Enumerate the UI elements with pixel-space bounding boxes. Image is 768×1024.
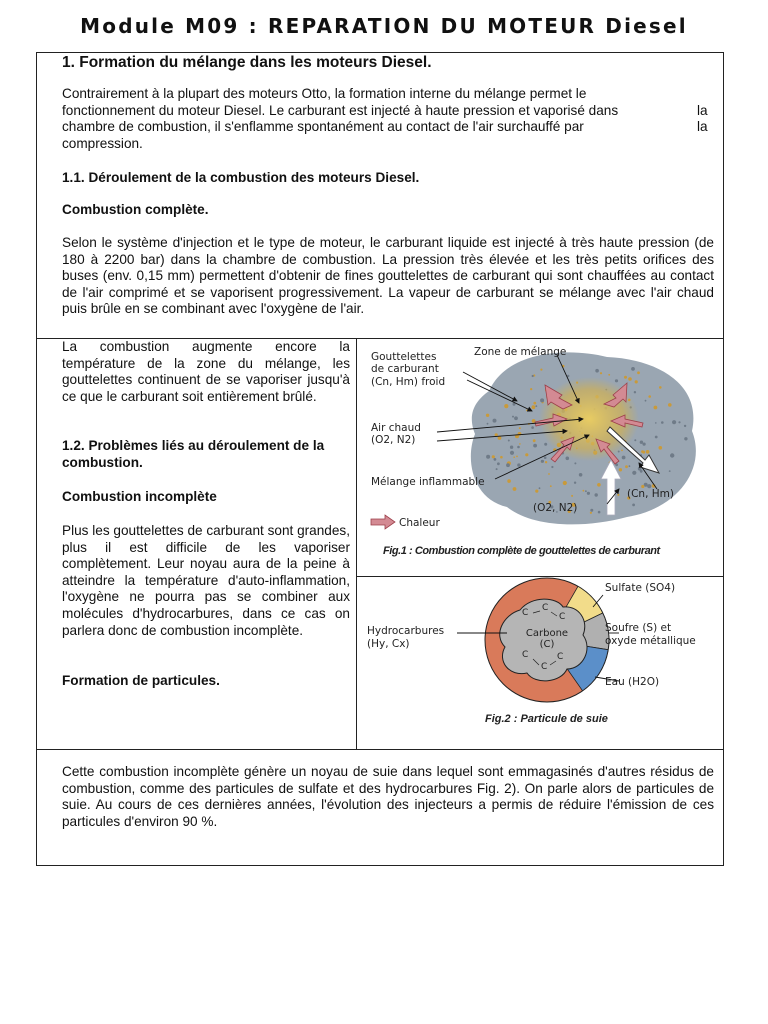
- droplet-dot: [668, 403, 672, 407]
- droplet-dot: [506, 463, 510, 467]
- droplet-dot: [617, 494, 619, 496]
- label-carbon: Carbone: [525, 628, 569, 639]
- droplet-dot: [514, 416, 518, 420]
- droplet-dot: [585, 490, 587, 492]
- droplet-dot: [493, 419, 497, 423]
- droplet-dot: [635, 380, 638, 383]
- droplet-dot: [608, 374, 610, 376]
- label-water: Eau (H2O): [605, 676, 660, 688]
- droplet-dot: [512, 416, 514, 418]
- label-droplets: de carburant: [371, 363, 439, 375]
- incomplete-heading: Combustion incomplète: [62, 489, 217, 504]
- droplet-dot: [655, 436, 658, 439]
- droplet-dot: [634, 439, 636, 441]
- droplet-dot: [628, 377, 632, 381]
- label-cnhm: (Cn, Hm): [627, 488, 674, 500]
- droplet-dot: [669, 470, 671, 472]
- droplet-dot: [659, 446, 663, 450]
- droplet-dot: [571, 495, 573, 497]
- droplet-dot: [530, 388, 532, 390]
- droplet-dot: [531, 426, 534, 429]
- content-frame: [36, 52, 724, 866]
- droplet-dot: [504, 404, 508, 408]
- droplet-dot: [533, 444, 537, 448]
- droplet-dot: [508, 440, 510, 442]
- droplet-dot: [510, 446, 513, 449]
- intro-line: Contrairement à la plupart des moteurs Otto, la formation interne du mélange permet le: [62, 86, 587, 101]
- svg-text:C: C: [542, 603, 549, 613]
- droplet-dot: [513, 487, 517, 491]
- droplet-dot: [545, 461, 547, 463]
- droplet-dot: [563, 481, 567, 485]
- droplet-dot: [646, 450, 650, 454]
- label-sulfur: Soufre (S) et: [605, 622, 672, 634]
- droplet-dot: [684, 425, 686, 427]
- intro-line: fonctionnement du moteur Diesel. Le carburant est injecté à haute pression et vaporisé dans: [62, 102, 619, 118]
- droplet-dot: [654, 406, 658, 410]
- figure-1-diagram: [357, 339, 723, 534]
- droplet-dot: [533, 439, 536, 442]
- label-carbon: (C): [539, 639, 555, 650]
- label-o2n2: (O2, N2): [533, 502, 578, 514]
- droplet-dot: [629, 465, 631, 467]
- droplet-dot: [645, 400, 647, 402]
- droplet-dot: [655, 422, 657, 424]
- droplet-dot: [513, 456, 515, 458]
- droplet-dot: [624, 376, 627, 379]
- droplet-dot: [500, 456, 503, 459]
- droplet-dot: [595, 369, 599, 373]
- droplet-dot: [532, 405, 536, 409]
- droplet-dot: [640, 441, 643, 444]
- droplet-dot: [535, 405, 537, 407]
- incomplete-paragraph: Plus les gouttelettes de carburant sont grandes, plus il est difficile de les vaporiser complètement. Leur noyau aura de la peine à atteindre la température d'auto-inflammation, l'oxygène ne pourra pas se combiner aux molécules d'hydrocarbures, dans ce cas on parlera donc de combustion incomplète.: [62, 523, 350, 638]
- heat-legend-arrow: [371, 515, 395, 529]
- label-hydrocarbons: (Hy, Cx): [367, 638, 410, 650]
- droplet-dot: [510, 451, 514, 455]
- label-sulfate: Sulfate (SO4): [605, 582, 676, 594]
- droplet-dot: [535, 490, 538, 493]
- label-air: (O2, N2): [371, 434, 416, 446]
- intro-right-word: la: [697, 102, 708, 118]
- droplet-dot: [541, 460, 544, 463]
- label-air: Air chaud: [371, 422, 421, 434]
- droplet-dot: [631, 367, 635, 371]
- label-sulfur: oxyde métallique: [605, 635, 696, 647]
- intro-line: chambre de combustion, il s'enflamme spontanément au contact de l'air surchauffé par: [62, 119, 584, 135]
- droplet-dot: [661, 421, 664, 424]
- divider: [37, 749, 723, 750]
- droplet-dot: [519, 443, 521, 445]
- droplet-dot: [533, 402, 536, 405]
- droplet-dot: [517, 463, 520, 466]
- droplet-dot: [518, 432, 522, 436]
- droplet-dot: [600, 372, 602, 374]
- droplet-dot: [494, 458, 497, 461]
- droplet-dot: [550, 485, 552, 487]
- droplet-dot: [525, 453, 528, 456]
- label-droplets: (Cn, Hm) froid: [371, 376, 446, 388]
- droplet-dot: [544, 456, 547, 459]
- droplet-dot: [659, 386, 662, 389]
- droplet-dot: [519, 427, 521, 429]
- droplet-dot: [648, 395, 651, 398]
- droplet-dot: [548, 473, 550, 475]
- label-droplets: Gouttelettes: [371, 351, 437, 363]
- droplet-dot: [641, 450, 644, 453]
- droplet-dot: [597, 483, 601, 487]
- droplet-dot: [590, 512, 592, 514]
- droplet-dot: [583, 490, 585, 492]
- droplet-dot: [497, 462, 500, 465]
- sub-heading: 1.1. Déroulement de la combustion des moteurs Diesel.: [62, 170, 420, 185]
- droplet-dot: [579, 473, 583, 477]
- intro-right-word: la: [697, 119, 708, 135]
- droplet-dot: [684, 437, 687, 440]
- droplet-dot: [539, 487, 541, 489]
- droplet-dot: [622, 456, 626, 460]
- particles-heading: Formation de particules.: [62, 673, 220, 688]
- conclusion-paragraph: Cette combustion incomplète génère un noyau de suie dans lequel sont emmagasinés d'autres résidus de combustion, comme des particules de sulfate et des hydrocarbures Fig. 2). On parle alors de particules de suie. Au cours de ces dernières années, l'évolution des injecteurs a permis de réduire l'émission de ces particules d'environ 90 %.: [62, 764, 714, 829]
- intro-line: compression.: [62, 135, 143, 151]
- label-heat: Chaleur: [399, 517, 440, 529]
- figure-2-caption: Fig.2 : Particule de suie: [485, 713, 608, 725]
- svg-text:C: C: [541, 662, 548, 672]
- droplet-dot: [487, 423, 489, 425]
- svg-text:C: C: [557, 652, 564, 662]
- droplet-dot: [517, 446, 520, 449]
- droplet-dot: [672, 420, 676, 424]
- svg-text:C: C: [522, 650, 529, 660]
- droplet-dot: [632, 504, 635, 507]
- combustion-paragraph: La combustion augmente encore la température de la zone du mélange, les gouttelettes continuent de se vaporiser jusqu'à ce que le carburant soit entièrement brûlé.: [62, 339, 350, 404]
- droplet-dot: [492, 455, 495, 458]
- intro-paragraph: [62, 86, 662, 152]
- droplet-dot: [532, 375, 534, 377]
- droplet-dot: [632, 471, 636, 475]
- droplet-dot: [496, 468, 498, 470]
- droplet-dot: [598, 511, 601, 514]
- label-mixture: Mélange inflammable: [371, 476, 485, 488]
- svg-text:C: C: [559, 612, 566, 622]
- svg-text:C: C: [522, 608, 529, 618]
- label-hydrocarbons: Hydrocarbures: [367, 625, 445, 637]
- droplet-dot: [595, 493, 598, 496]
- complete-paragraph: Selon le système d'injection et le type de moteur, le carburant liquide est injecté à très haute pression (de 180 à 2200 bar) dans la chambre de combustion. La pression très élevée et les très petits orifices des buses (env. 0,15 mm) permettent d'obtenir de fines gouttelettes de carburant qui sont chauffées au contact de l'air comprimé et se vaporisent progressivement. La vapeur de carburant se mélange avec l'air chaud puis brûle en se combinant avec l'oxygène de l'air.: [62, 235, 714, 317]
- figure-1-caption: Fig.1 : Combustion complète de gouttelettes de carburant: [383, 545, 660, 557]
- section-heading: 1. Formation du mélange dans les moteurs Diesel.: [62, 54, 432, 71]
- droplet-dot: [516, 456, 518, 458]
- complete-heading: Combustion complète.: [62, 202, 209, 217]
- droplet-dot: [643, 443, 646, 446]
- droplet-dot: [587, 492, 590, 495]
- droplet-dot: [637, 371, 640, 374]
- label-zone: Zone de mélange: [474, 346, 567, 358]
- droplet-dot: [486, 414, 489, 417]
- droplet-dot: [544, 443, 547, 446]
- droplet-dot: [486, 455, 490, 459]
- figure-2-diagram: [357, 577, 723, 707]
- page-title: Module M09 : REPARATION DU MOTEUR Diesel: [80, 14, 688, 38]
- droplet-dot: [574, 482, 576, 484]
- droplet-dot: [678, 421, 680, 423]
- droplet-dot: [590, 509, 593, 512]
- droplet-dot: [615, 379, 618, 382]
- droplet-dot: [551, 466, 553, 468]
- droplet-dot: [540, 369, 542, 371]
- droplet-dot: [634, 391, 636, 393]
- droplet-dot: [619, 468, 622, 471]
- droplet-dot: [526, 410, 528, 412]
- droplet-dot: [507, 479, 511, 483]
- problems-heading: 1.2. Problèmes liés au déroulement de la combustion.: [62, 438, 325, 470]
- droplet-dot: [670, 453, 674, 457]
- droplet-dot: [625, 465, 628, 468]
- droplet-dot: [574, 462, 576, 464]
